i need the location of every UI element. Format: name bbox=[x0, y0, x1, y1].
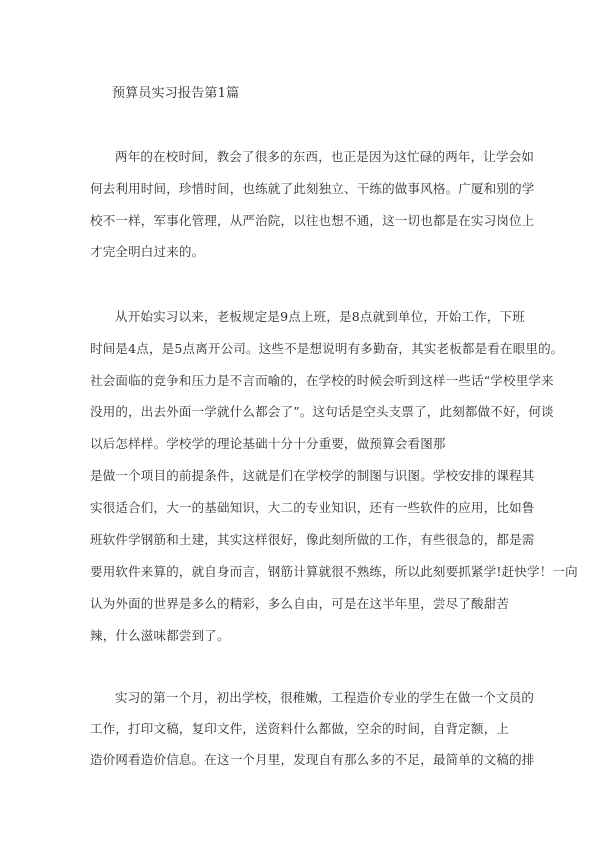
paragraph-2-line-4: 没用的，出去外面一学就什么都会了”。这句话是空头支票了，此刻都做不好，何谈 bbox=[90, 404, 554, 419]
paragraph-2-line-5: 以后怎样样。学校学的理论基础十分十分重要，做预算会看图那 bbox=[90, 436, 446, 451]
paragraph-2-line-6: 是做一个项目的前提条件，这就是们在学校学的制图与识图。学校安排的课程其 bbox=[90, 468, 535, 483]
paragraph-2-line-1: 从开始实习以来，老板规定是9点上班，是8点就到单位，开始工作，下班 bbox=[115, 309, 526, 324]
paragraph-3-line-1: 实习的第一个月，初出学校，很稚嫩，工程造价专业的学生在做一个文员的 bbox=[115, 690, 535, 705]
paragraph-3-line-2: 工作，打印文稿，复印文件，送资料什么都做，空余的时间，自背定额，上 bbox=[90, 721, 510, 736]
paragraph-2-line-2: 时间是4点，是5点离开公司。这些不是想说明有多勤奋，其实老板都是看在眼里的。 bbox=[90, 341, 564, 356]
paragraph-1-line-1: 两年的在校时间，教会了很多的东西，也正是因为这忙碌的两年，让学会如 bbox=[115, 149, 535, 164]
paragraph-2-line-3: 社会面临的竞争和压力是不言而喻的，在学校的时候会听到这样一些话“学校里学来 bbox=[90, 373, 554, 388]
paragraph-2-line-10: 认为外面的世界是多么的精彩，多么自由，可是在这半年里，尝尽了酸甜苦 bbox=[90, 596, 510, 611]
paragraph-1-line-4: 才完全明白过来的。 bbox=[90, 244, 205, 259]
paragraph-2-line-9: 要用软件来算的，就自身而言，钢筋计算就很不熟练，所以此刻要抓紧学!赶快学！一向 bbox=[90, 564, 578, 579]
paragraph-1-line-2: 何去利用时间，珍惜时间，也练就了此刻独立、干练的做事风格。广厦和别的学 bbox=[90, 181, 535, 196]
paragraph-1-line-3: 校不一样，军事化管理，从严治院，以往也想不通，这一切也都是在实习岗位上 bbox=[90, 213, 535, 228]
paragraph-3-line-3: 造价网看造价信息。在这一个月里，发现自有那么多的不足，最简单的文稿的排 bbox=[90, 752, 535, 767]
document-title: 预算员实习报告第1篇 bbox=[112, 86, 240, 101]
paragraph-2-line-8: 班软件学钢筋和土建，其实这样很好，像此刻所做的工作，有些很急的，都是需 bbox=[90, 532, 535, 547]
paragraph-2-line-11: 辣，什么滋味都尝到了。 bbox=[90, 628, 230, 643]
paragraph-2-line-7: 实很适合们，大一的基础知识，大二的专业知识，还有一些软件的应用，比如鲁 bbox=[90, 500, 535, 515]
